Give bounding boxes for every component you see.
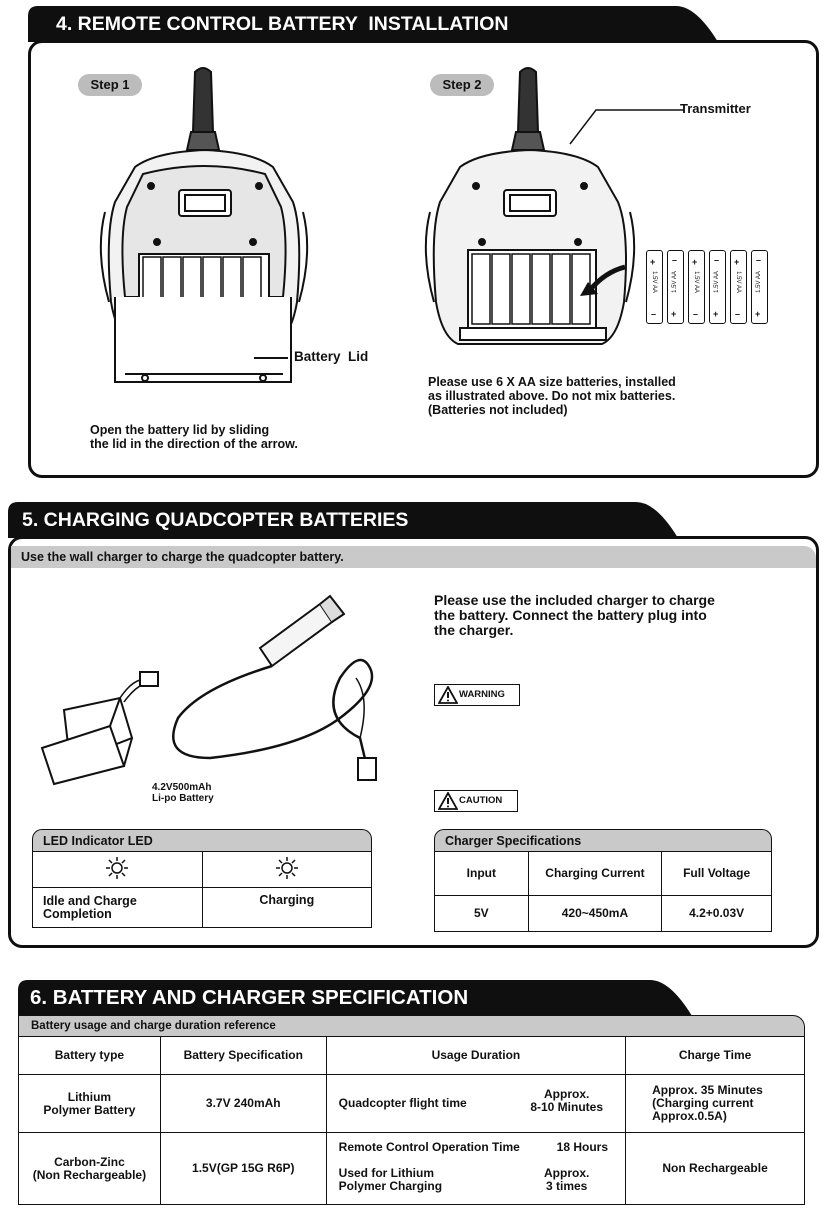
row1-usage-label: Quadcopter flight time [338, 1096, 467, 1110]
step2-pill: Step 2 [430, 74, 494, 96]
aa-battery: + 1.5V AA – [646, 250, 663, 324]
aa-battery-label: 1.5V AA [672, 271, 678, 293]
warning-label: WARNING [459, 689, 505, 700]
aa-batteries-group [646, 250, 770, 324]
charger-table-header: Charger Specifications [434, 829, 772, 852]
battery-spec-table [18, 1036, 805, 1205]
row1-type-line1: Lithium [67, 1089, 112, 1104]
row2-usage-label2-line1: Used for Lithium [338, 1166, 435, 1180]
row1-charge-line2: (Charging current [652, 1096, 754, 1110]
led-idle-line1: Idle and Charge [43, 893, 137, 908]
row2-type-line2: (Non Rechargeable) [32, 1167, 147, 1182]
aa-battery: – 1.5V AA + [667, 250, 684, 324]
col-battery-type: Battery type [19, 1037, 161, 1075]
step2-text-line2: as illustrated above. Do not mix batteries. [428, 389, 676, 403]
row2-usage-label2-line2: Polymer Charging [338, 1179, 443, 1193]
row1-charge [626, 1075, 805, 1133]
step1-text-line2: the lid in the direction of the arrow. [90, 437, 298, 451]
row1-type [19, 1075, 161, 1133]
row2-usage-value2 [517, 1167, 617, 1193]
row2-usage-value2-line2: 3 times [545, 1179, 588, 1193]
led-idle-cell [33, 888, 203, 928]
step2-text-line1: Please use 6 X AA size batteries, installed [428, 375, 676, 389]
caution-label: CAUTION [459, 795, 503, 806]
charger-val-input: 5V [435, 896, 529, 932]
aa-battery-label: 1.5V AA [693, 271, 699, 293]
step1-text-line1: Open the battery lid by sliding [90, 423, 270, 437]
charger-table [434, 851, 772, 932]
aa-battery: + 1.5V AA – [730, 250, 747, 324]
row2-type [19, 1133, 161, 1205]
row1-usage [326, 1075, 625, 1133]
section6-title: 6. BATTERY AND CHARGER SPECIFICATION [30, 986, 469, 1009]
section5-title: 5. CHARGING QUADCOPTER BATTERIES [22, 509, 409, 531]
step2-text-line3: (Batteries not included) [428, 403, 568, 417]
charger-instruction-line1: Please use the included charger to charge [434, 592, 715, 608]
charger-val-voltage: 4.2+0.03V [662, 896, 772, 932]
charger-col-current: Charging Current [528, 852, 662, 896]
caution-box [434, 790, 518, 812]
caution-triangle-icon [438, 792, 458, 810]
led-charging-cell: Charging [202, 888, 371, 928]
row2-type-line1: Carbon-Zinc [54, 1154, 125, 1169]
warning-triangle-icon [438, 686, 458, 704]
led-off-icon [106, 857, 128, 879]
section5-subtitle: Use the wall charger to charge the quadcopter battery. [11, 546, 816, 568]
charger-val-current: 420~450mA [528, 896, 662, 932]
aa-battery: + 1.5V AA – [688, 250, 705, 324]
step1-pill: Step 1 [78, 74, 142, 96]
aa-battery: – 1.5V AA + [751, 250, 768, 324]
row2-usage-label1: Remote Control Operation Time [338, 1140, 520, 1154]
row2-charge: Non Rechargeable [626, 1133, 805, 1205]
row1-usage-value-line1: Approx. [544, 1087, 590, 1101]
battery-label-line1: 4.2V500mAh [152, 782, 212, 793]
battery-label-line2: Li-po Battery [152, 793, 214, 804]
row1-charge-line3: Approx.0.5A) [652, 1109, 727, 1123]
col-battery-spec: Battery Specification [160, 1037, 326, 1075]
row2-usage-value1: 18 Hours [556, 1140, 609, 1154]
row1-usage-value [517, 1088, 617, 1114]
section6-subtitle: Battery usage and charge duration reference [18, 1015, 805, 1036]
charger-instruction-line3: the charger. [434, 622, 514, 638]
led-table-header: LED Indicator LED [32, 829, 372, 852]
row1-usage-value-line2: 8-10 Minutes [530, 1100, 604, 1114]
led-on-icon [276, 857, 298, 879]
col-usage-duration: Usage Duration [326, 1037, 625, 1075]
charger-col-voltage: Full Voltage [662, 852, 772, 896]
row2-spec: 1.5V(GP 15G R6P) [160, 1133, 326, 1205]
aa-battery-label: 1.5V AA [735, 271, 741, 293]
row2-usage-label2 [339, 1167, 442, 1193]
aa-battery: – 1.5V AA + [709, 250, 726, 324]
transmitter-label: Transmitter [680, 101, 751, 116]
transmitter-leader [566, 106, 686, 146]
transmitter-back-open-illustration [95, 62, 310, 392]
col-charge-time: Charge Time [626, 1037, 805, 1075]
row1-type-line2: Polymer Battery [43, 1102, 136, 1117]
aa-battery-label: 1.5V AA [756, 271, 762, 293]
battery-lid-leader [254, 357, 288, 359]
row2-usage-value2-line1: Approx. [544, 1166, 590, 1180]
battery-lid-label: Battery Lid [294, 349, 369, 364]
row2-usage [326, 1133, 625, 1205]
aa-battery-label: 1.5V AA [651, 271, 657, 293]
charger-and-battery-illustration [40, 588, 390, 788]
warning-box [434, 684, 520, 706]
led-idle-icon-cell [33, 852, 203, 888]
charger-instruction-line2: the battery. Connect the battery plug into [434, 607, 707, 623]
row1-spec: 3.7V 240mAh [160, 1075, 326, 1133]
section4-title: 4. REMOTE CONTROL BATTERY INSTALLATION [56, 13, 509, 35]
row1-charge-line1: Approx. 35 Minutes [652, 1083, 763, 1097]
aa-battery-label: 1.5V AA [714, 271, 720, 293]
led-idle-line2: Completion [43, 906, 112, 921]
led-charging-icon-cell [202, 852, 371, 888]
led-table [32, 851, 372, 928]
charger-col-input: Input [435, 852, 529, 896]
